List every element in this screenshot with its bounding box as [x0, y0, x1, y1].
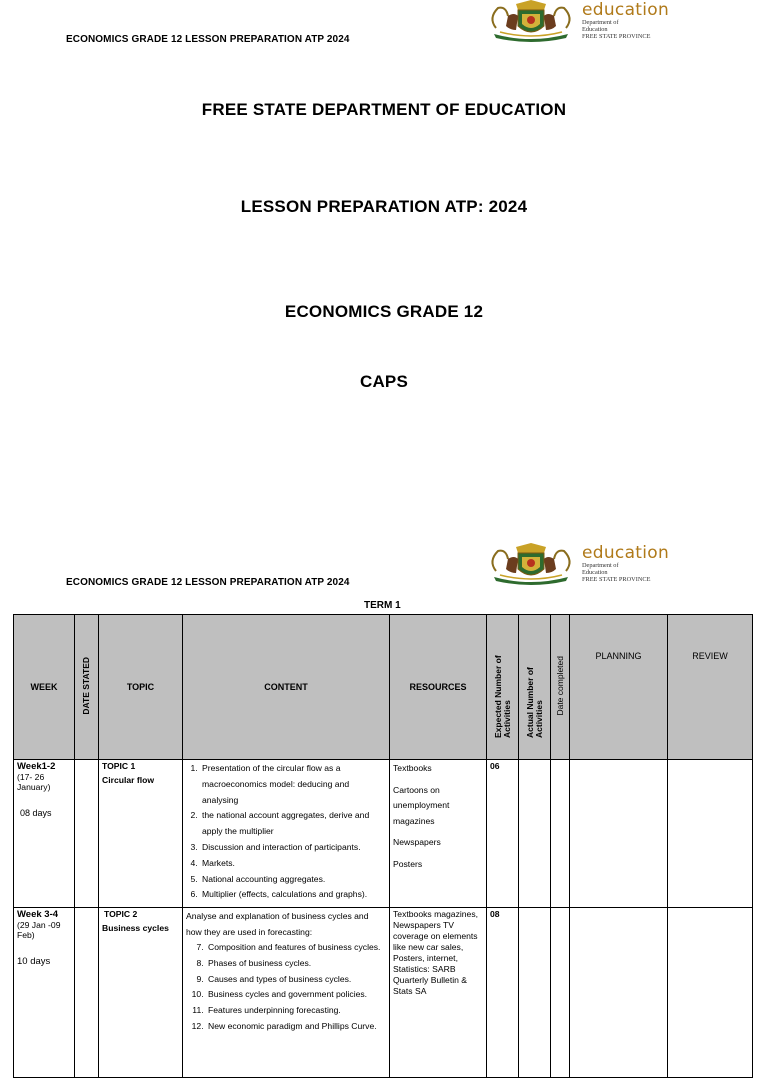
atp-table-page: [0, 530, 768, 1031]
planning-cell: [570, 760, 668, 908]
date-stated-cell: [75, 760, 99, 908]
logo-subtitle-line: Department of: [582, 19, 619, 26]
week-dates: (17- 26 January): [17, 772, 51, 792]
topic-number: TOPIC 1: [102, 761, 136, 771]
logo-subtitle-line: FREE STATE PROVINCE: [582, 33, 651, 40]
page-header-title: ECONOMICS GRADE 12 LESSON PREPARATION ATP 2024: [66, 577, 350, 588]
content-item: 2. the national account aggregates, derive and apply the multiplier: [200, 808, 386, 840]
expected-activities-label: Expected Number of Activities: [492, 655, 512, 738]
logo-text: [582, 2, 669, 40]
atp-heading: LESSON PREPARATION ATP: 2024: [240, 197, 528, 216]
page-header-title: ECONOMICS GRADE 12 LESSON PREPARATION ATP 2024: [66, 34, 350, 45]
logo-subtitle-line: Department of: [582, 562, 619, 569]
date-stated-cell: [75, 908, 99, 1078]
expected-activities-cell: 06: [487, 760, 519, 908]
content-intro: Analyse and explanation of business cycles and how they are used in forecasting:: [186, 911, 369, 937]
week-days: 10 days: [17, 956, 51, 967]
column-header-expected-activities: [487, 615, 519, 760]
content-item: 10. Business cycles and government policies.: [206, 987, 386, 1003]
actual-activities-cell: [519, 908, 551, 1078]
caps-heading: CAPS: [359, 372, 409, 391]
resources-cell: [390, 760, 487, 908]
week-days: 08 days: [20, 808, 52, 818]
column-header-date-completed: [551, 615, 570, 760]
content-cell: [183, 760, 390, 908]
content-item: 8. Phases of business cycles.: [206, 956, 386, 972]
resource-item: Posters: [393, 858, 423, 869]
topic-name: Business cycles: [102, 923, 169, 933]
actual-activities-label: Actual Number of Activities: [524, 667, 544, 738]
table-row: [14, 760, 753, 908]
date-completed-label: Date completed: [554, 656, 565, 716]
content-item: 7. Composition and features of business cycles.: [206, 940, 386, 956]
logo-word: education: [582, 543, 670, 563]
logo-subtitle-line: Education: [582, 569, 608, 576]
logo-subtitle-line: FREE STATE PROVINCE: [582, 576, 651, 583]
content-item: 5. National accounting aggregates.: [200, 872, 386, 888]
content-list: [186, 761, 386, 903]
logo-text: [582, 545, 669, 583]
topic-cell: [99, 908, 183, 1078]
term-label: TERM 1: [364, 600, 401, 611]
logo-word: education: [582, 0, 670, 20]
column-header-content: CONTENT: [183, 615, 390, 760]
subject-heading: ECONOMICS GRADE 12: [284, 302, 484, 321]
resource-item: Textbooks: [393, 763, 432, 773]
content-item: 11. Features underpinning forecasting.: [206, 1003, 386, 1019]
content-item: 12. New economic paradigm and Phillips Curve.: [206, 1019, 386, 1035]
week-cell: [14, 908, 75, 1078]
content-item: 3. Discussion and interaction of participants.: [200, 840, 386, 856]
logo-subtitle-line: Education: [582, 26, 608, 33]
column-header-review: REVIEW: [668, 615, 753, 760]
table-header-row: [14, 615, 753, 760]
department-logo: [486, 0, 669, 42]
expected-activities-cell: 08: [487, 908, 519, 1078]
topic-name: Circular flow: [102, 775, 155, 785]
content-item: 1. Presentation of the circular flow as a macroeconomics model: deducing and analysing: [200, 761, 386, 808]
resource-item: Cartoons on unemployment magazines: [393, 784, 450, 826]
department-heading: FREE STATE DEPARTMENT OF EDUCATION: [201, 100, 567, 119]
logo-subtitle: [582, 562, 669, 583]
week-label: Week1-2: [17, 761, 56, 772]
column-header-actual-activities: [519, 615, 551, 760]
column-header-planning: PLANNING: [570, 615, 668, 760]
content-item: 4. Markets.: [200, 856, 386, 872]
title-page: [0, 0, 768, 520]
review-cell: [668, 908, 753, 1078]
date-completed-cell: [551, 760, 570, 908]
planning-cell: [570, 908, 668, 1078]
content-cell: [183, 908, 390, 1078]
actual-activities-cell: [519, 760, 551, 908]
table-row: [14, 908, 753, 1078]
review-cell: [668, 760, 753, 908]
week-label: Week 3-4: [17, 909, 59, 920]
coat-of-arms-icon: [486, 0, 576, 42]
resource-item: Newspapers: [393, 837, 441, 848]
column-header-topic: TOPIC: [99, 615, 183, 760]
resources-cell: Textbooks magazines, Newspapers TV coverage on elements like new car sales, Posters, internet, Statistics: SARB Quarterly Bulletin & Stats SA: [390, 908, 487, 1078]
column-header-resources: RESOURCES: [390, 615, 487, 760]
logo-subtitle: [582, 19, 669, 40]
date-completed-cell: [551, 908, 570, 1078]
content-item: 9. Causes and types of business cycles.: [206, 972, 386, 988]
content-list: [186, 940, 386, 1035]
content-item: 6. Multiplier (effects, calculations and graphs).: [200, 887, 386, 903]
column-header-date-stated: [75, 615, 99, 760]
week-dates: (29 Jan -09 Feb): [17, 920, 61, 940]
column-header-week: WEEK: [14, 615, 75, 760]
atp-table: [13, 614, 753, 1078]
department-logo: [486, 543, 669, 585]
date-stated-label: DATE STATED: [81, 657, 91, 715]
topic-cell: [99, 760, 183, 908]
week-cell: [14, 760, 75, 908]
topic-number: TOPIC 2: [104, 909, 138, 919]
coat-of-arms-icon: [486, 543, 576, 585]
